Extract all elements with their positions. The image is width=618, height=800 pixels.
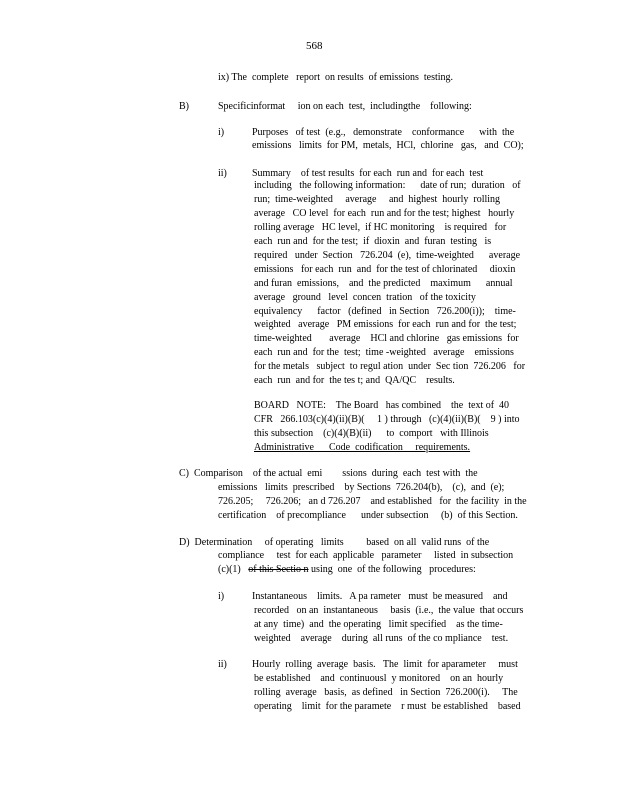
section-b-ii-line: each run and for the tes t; and QA/QC results. [254, 375, 455, 386]
section-d-line-3-pre: (c)(1) [218, 564, 249, 575]
section-d-i-line: recorded on an instantaneous basis (i.e., the value that occurs [254, 605, 524, 616]
section-d-line-3-post: using one of the following procedures: [308, 564, 476, 575]
section-b-ii-label: ii) [218, 168, 227, 179]
section-b-ii-line: each run and for the test; if dioxin and furan testing is [254, 236, 492, 247]
section-b-i-line: emissions limits for PM, metals, HCl, chlorine gas, and CO); [252, 140, 524, 151]
board-note-line: CFR 266.103(c)(4)(ii)(B)( 1 ) through (c)(4)(ii)(B)( 9 ) into [254, 414, 520, 425]
section-d-i-line: at any time) and the operating limit specified as the time- [254, 619, 503, 630]
section-b-i-label: i) [218, 127, 225, 138]
struck-text: of this Sectio n [248, 564, 309, 575]
section-d-ii-line: Hourly rolling average basis. The limit for aparameter must [252, 659, 518, 670]
board-note-underlined-line: Administrative Code codification requirements. [254, 442, 471, 453]
section-b-ii-line: and furan emissions, and the predicted maximum annual [254, 278, 513, 289]
section-b-ii-line: average CO level for each run and for the test; highest hourly [254, 208, 515, 219]
section-b-ii-line: emissions for each run and for the test of chlorinated dioxin [254, 264, 516, 275]
section-d-i-line: weighted average during all runs of the co mpliance test. [254, 633, 509, 644]
section-d-ii-line: operating limit for the paramete r must be established based [254, 701, 521, 712]
section-d-i-label: i) [218, 591, 225, 602]
section-b-ii-line: time-weighted average HCl and chlorine gas emissions for [254, 333, 519, 344]
section-d-line: D) Determination of operating limits based on all valid runs of the [179, 537, 490, 548]
board-note-line: BOARD NOTE: The Board has combined the text of 40 [254, 400, 510, 411]
section-b-heading: Specificinformat ion on each test, includingthe following: [218, 101, 472, 112]
section-b-i-line: Purposes of test (e.g., demonstrate conformance with the [252, 127, 515, 138]
section-d-ii-line: rolling average basis, as defined in Section 726.200(i). The [254, 687, 518, 698]
section-d-line: compliance test for each applicable parameter listed in subsection [218, 550, 514, 561]
section-d-ii-line: be established and continuousl y monitored on an hourly [254, 673, 504, 684]
section-d-ii-label: ii) [218, 659, 227, 670]
section-b-ii-line: each run and for the test; time -weighted average emissions [254, 347, 514, 358]
section-c-line: emissions limits prescribed by Sections 726.204(b), (c), and (e); [218, 482, 505, 493]
section-d-line-3 [218, 564, 476, 576]
section-b-ii-line: required under Section 726.204 (e), time-weighted average [254, 250, 521, 261]
item-ix: ix) The complete report on results of emissions testing. [218, 72, 454, 83]
section-b-ii-line: weighted average PM emissions for each run and for the test; [254, 319, 517, 330]
page-number: 568 [306, 40, 323, 52]
section-b-label: B) [179, 101, 189, 112]
section-b-ii-line: rolling average HC level, if HC monitoring is required for [254, 222, 507, 233]
section-c-line: C) Comparison of the actual emi ssions during each test with the [179, 468, 478, 479]
section-b-ii-line: for the metals subject to regul ation under Sec tion 726.206 for [254, 361, 526, 372]
section-b-ii-line: average ground level concen tration of the toxicity [254, 292, 476, 303]
section-c-line: 726.205; 726.206; an d 726.207 and established for the facility in the [218, 496, 527, 507]
section-b-ii-line: including the following information: date of run; duration of [254, 180, 521, 191]
section-d-i-line: Instantaneous limits. A pa rameter must be measured and [252, 591, 508, 602]
section-b-ii-line: Summary of test results for each run and for each test [252, 168, 484, 179]
section-b-ii-line: equivalency factor (defined in Section 726.200(i)); time- [254, 306, 516, 317]
board-note-line: this subsection (c)(4)(B)(ii) to comport with Illinois [254, 428, 489, 439]
section-b-ii-line: run; time-weighted average and highest hourly rolling [254, 194, 501, 205]
section-c-line: certification of precompliance under subsection (b) of this Section. [218, 510, 518, 521]
